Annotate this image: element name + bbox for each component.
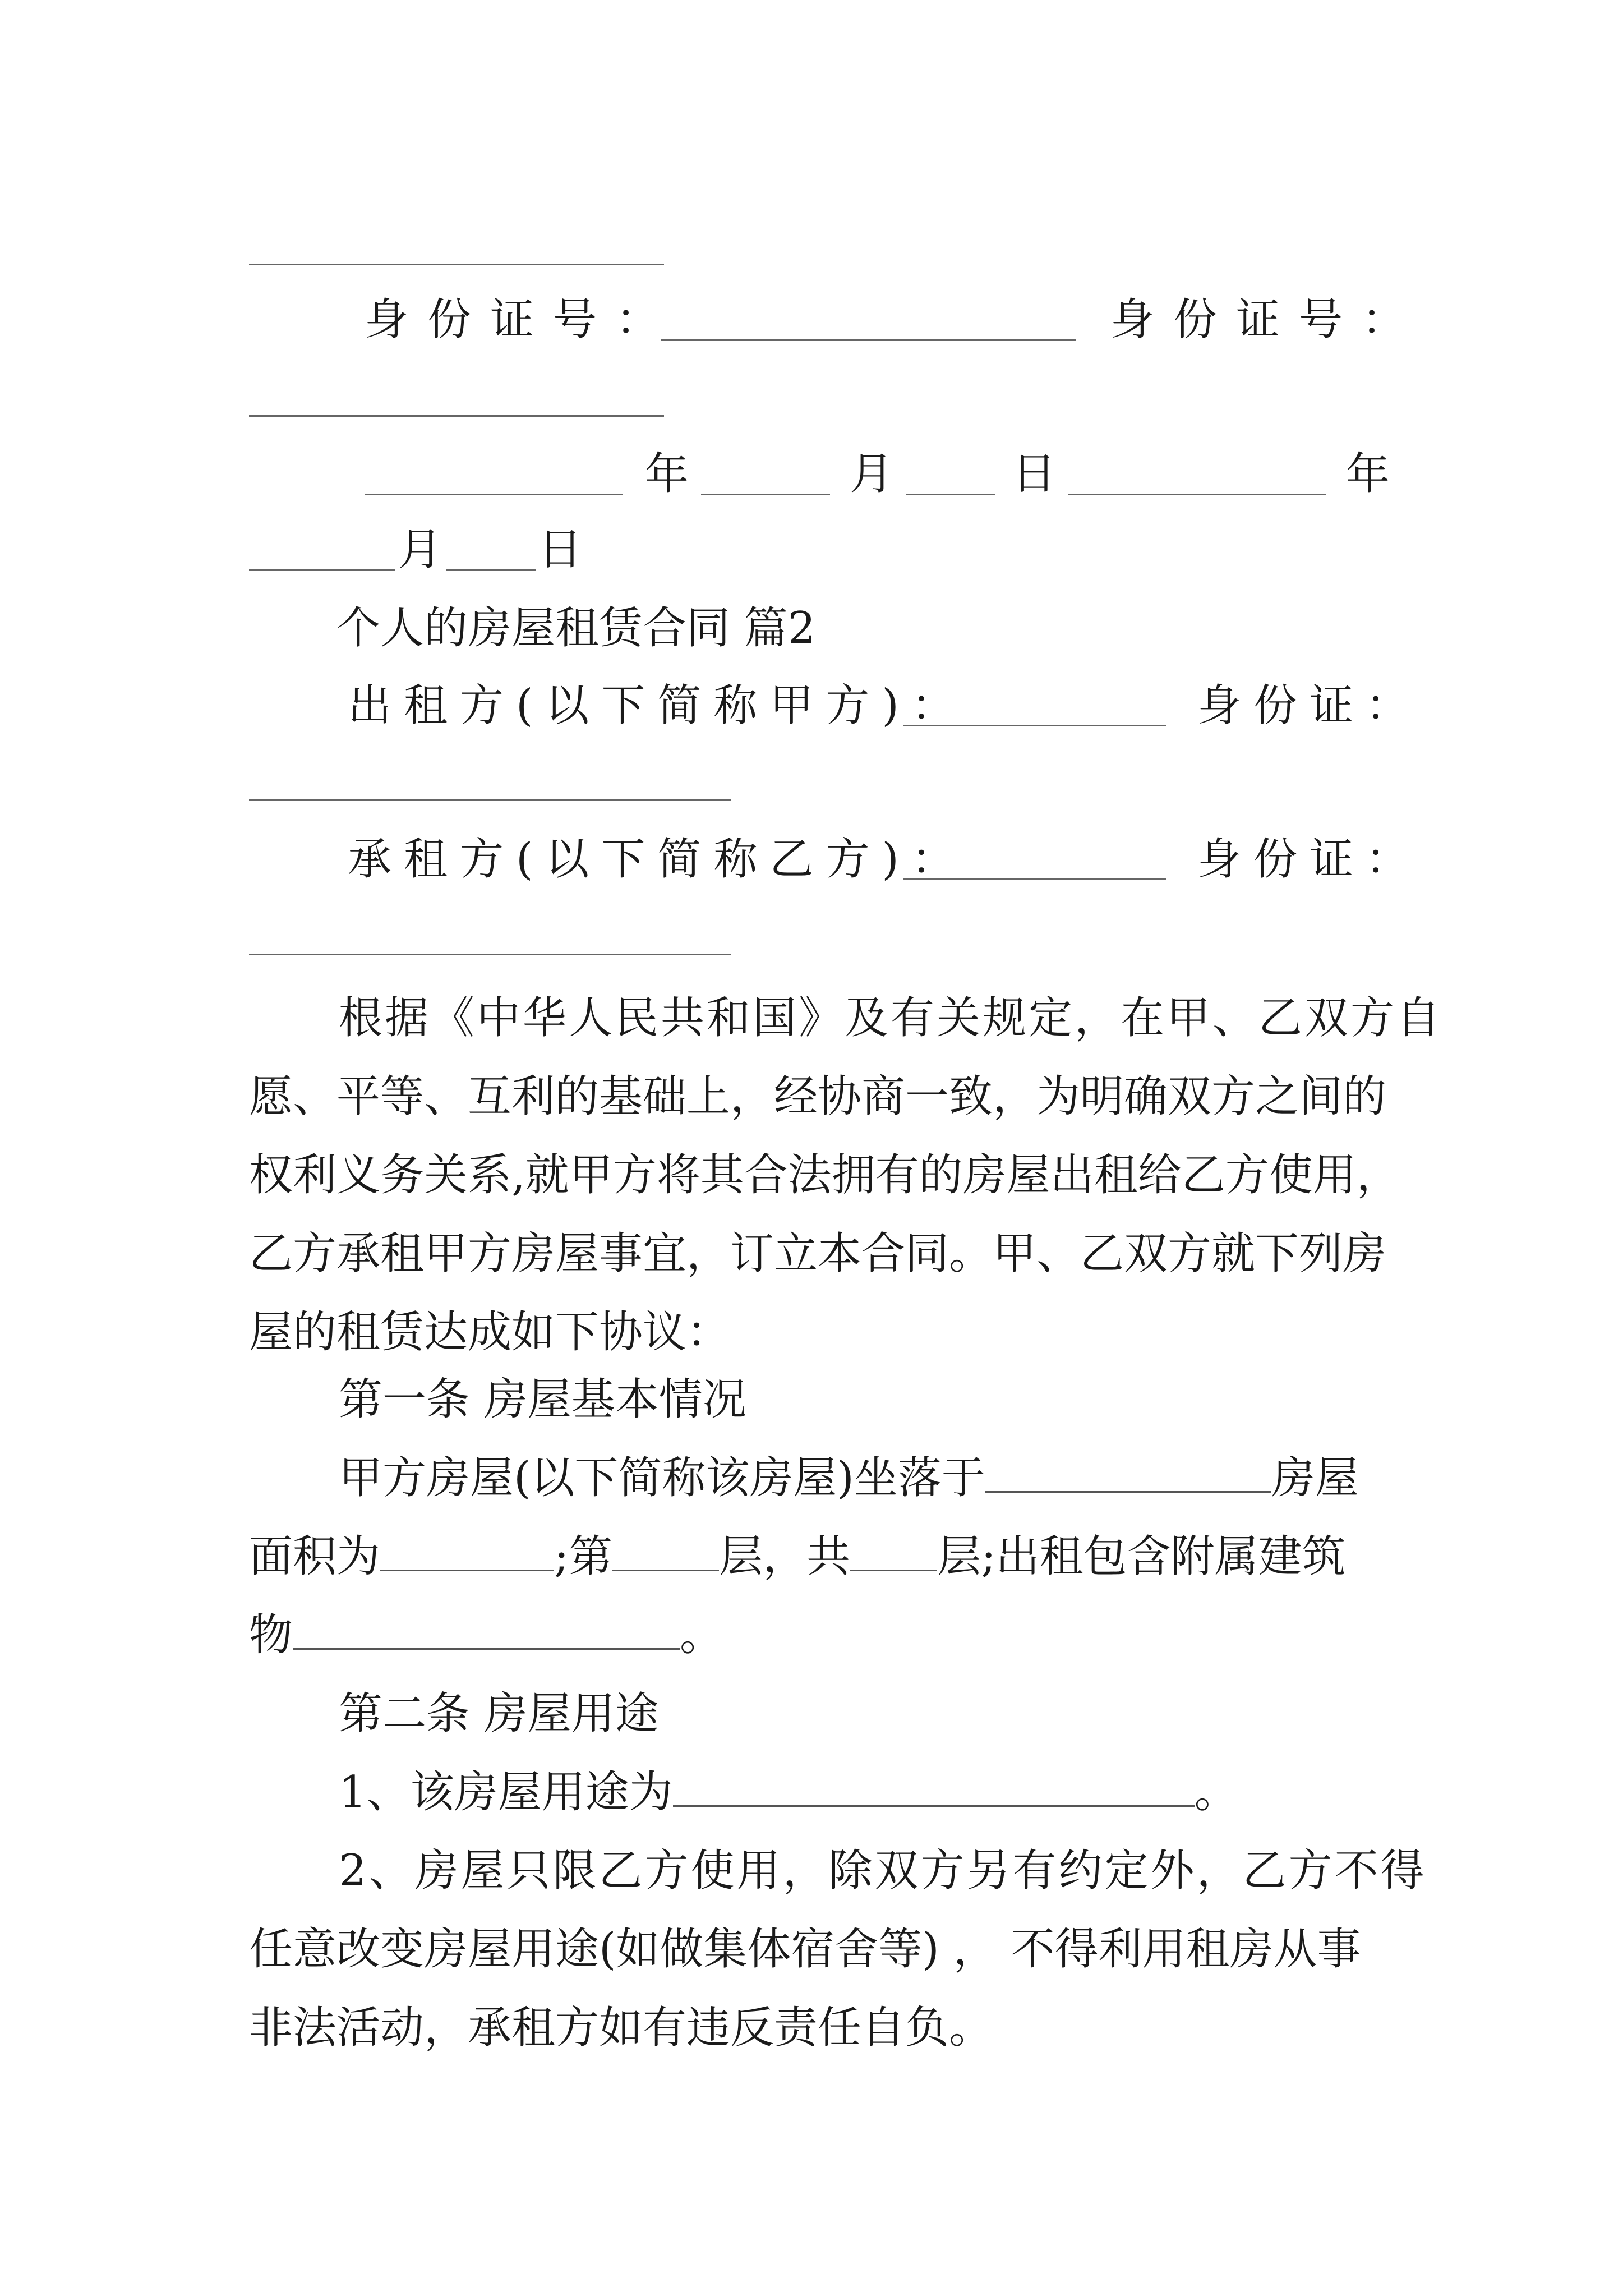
lessor-id-blank[interactable]: [249, 799, 731, 801]
id-label-right: 身份证号：: [1110, 295, 1425, 345]
year-blank-1[interactable]: [365, 494, 623, 495]
lessee-blank[interactable]: [903, 878, 1166, 880]
intro-line: 愿、平等、互利的基础上，经协商一致，为明确双方之间的: [249, 1071, 1387, 1122]
article1-line3: [249, 1607, 723, 1663]
item2-line: 2、房屋只限乙方使用，除双方另有约定外，乙方不得: [339, 1846, 1427, 1896]
day-label-2: 日: [538, 524, 583, 575]
usage-blank[interactable]: [673, 1766, 1195, 1807]
month-blank-1[interactable]: [701, 494, 830, 495]
usage-label: 1、该房屋用途为: [339, 1767, 673, 1818]
article2-title: 第二条 房屋用途: [339, 1688, 659, 1739]
lessee-id-label: 身份证：: [1197, 834, 1422, 885]
article1-line2: [249, 1529, 1346, 1585]
day-blank-1[interactable]: [906, 494, 995, 495]
month-label-1: 月: [850, 449, 894, 499]
id-blank-left[interactable]: [661, 339, 1076, 341]
intro-line: 屋的租赁达成如下协议：: [249, 1307, 731, 1358]
building-suffix: 物: [249, 1610, 293, 1660]
total-floor-label: 层，共: [719, 1531, 851, 1582]
section-title: 个人的房屋租赁合同 篇2: [336, 603, 816, 654]
lessee-label: 承租方(以下简称乙方)：: [348, 834, 967, 885]
location-blank[interactable]: [985, 1452, 1271, 1493]
day-label-1: 日: [1012, 449, 1057, 499]
id-blank-right[interactable]: [249, 415, 664, 417]
total-floor-blank[interactable]: [850, 1530, 937, 1571]
article2-item2: [249, 1832, 1427, 2067]
area-label: 面积为: [249, 1531, 381, 1582]
lessee-id-row: [1197, 831, 1422, 887]
article2-item1: [339, 1764, 1238, 1820]
year-blank-2[interactable]: [1068, 494, 1326, 495]
lessor-blank[interactable]: [903, 725, 1166, 726]
area-blank[interactable]: [380, 1530, 554, 1571]
year-label-2: 年: [1346, 449, 1390, 499]
period: 。: [1194, 1767, 1238, 1818]
day-blank-2[interactable]: [446, 569, 536, 571]
location-label: 甲方房屋(以下简称该房屋)坐落于: [339, 1453, 985, 1503]
lessor-row: [348, 678, 967, 734]
month-blank-2[interactable]: [249, 569, 395, 571]
signature-line-top: [249, 264, 664, 265]
month-label-2: 月: [398, 524, 442, 575]
year-label-1: 年: [645, 449, 689, 499]
building-blank[interactable]: [293, 1609, 680, 1650]
lessor-label: 出租方(以下简称甲方)：: [348, 680, 967, 731]
house-label: 房屋: [1271, 1453, 1359, 1503]
lessee-id-blank[interactable]: [249, 954, 731, 955]
building-label: 层;出租包含附属建筑: [937, 1531, 1346, 1582]
id-label-left: 身份证号：: [365, 295, 679, 345]
item2-line: 任意改变房屋用途(如做集体宿舍等) ， 不得利用租房从事: [249, 1924, 1361, 1975]
floor-label: ;第: [554, 1531, 613, 1582]
id-number-row: [365, 292, 679, 348]
floor-blank[interactable]: [612, 1530, 719, 1571]
intro-line: 权利义务关系,就甲方将其合法拥有的房屋出租给乙方使用，: [249, 1150, 1400, 1200]
lessor-id-label: 身份证：: [1197, 680, 1422, 731]
intro-line: 乙方承租甲方房屋事宜，订立本合同。甲、乙双方就下列房: [249, 1228, 1387, 1279]
period: 。: [680, 1610, 724, 1660]
id-number-row-right: [1110, 292, 1424, 348]
lessee-row: [348, 831, 967, 887]
article1-line1: [339, 1450, 1359, 1506]
article1-title: 第一条 房屋基本情况: [339, 1374, 746, 1425]
intro-paragraph: [249, 979, 1443, 1372]
lessor-id-row: [1197, 678, 1422, 734]
item2-line: 非法活动，承租方如有违反责任自负。: [249, 2003, 993, 2053]
intro-line: 根据《中华人民共和国》及有关规定，在甲、乙双方自: [339, 993, 1443, 1043]
